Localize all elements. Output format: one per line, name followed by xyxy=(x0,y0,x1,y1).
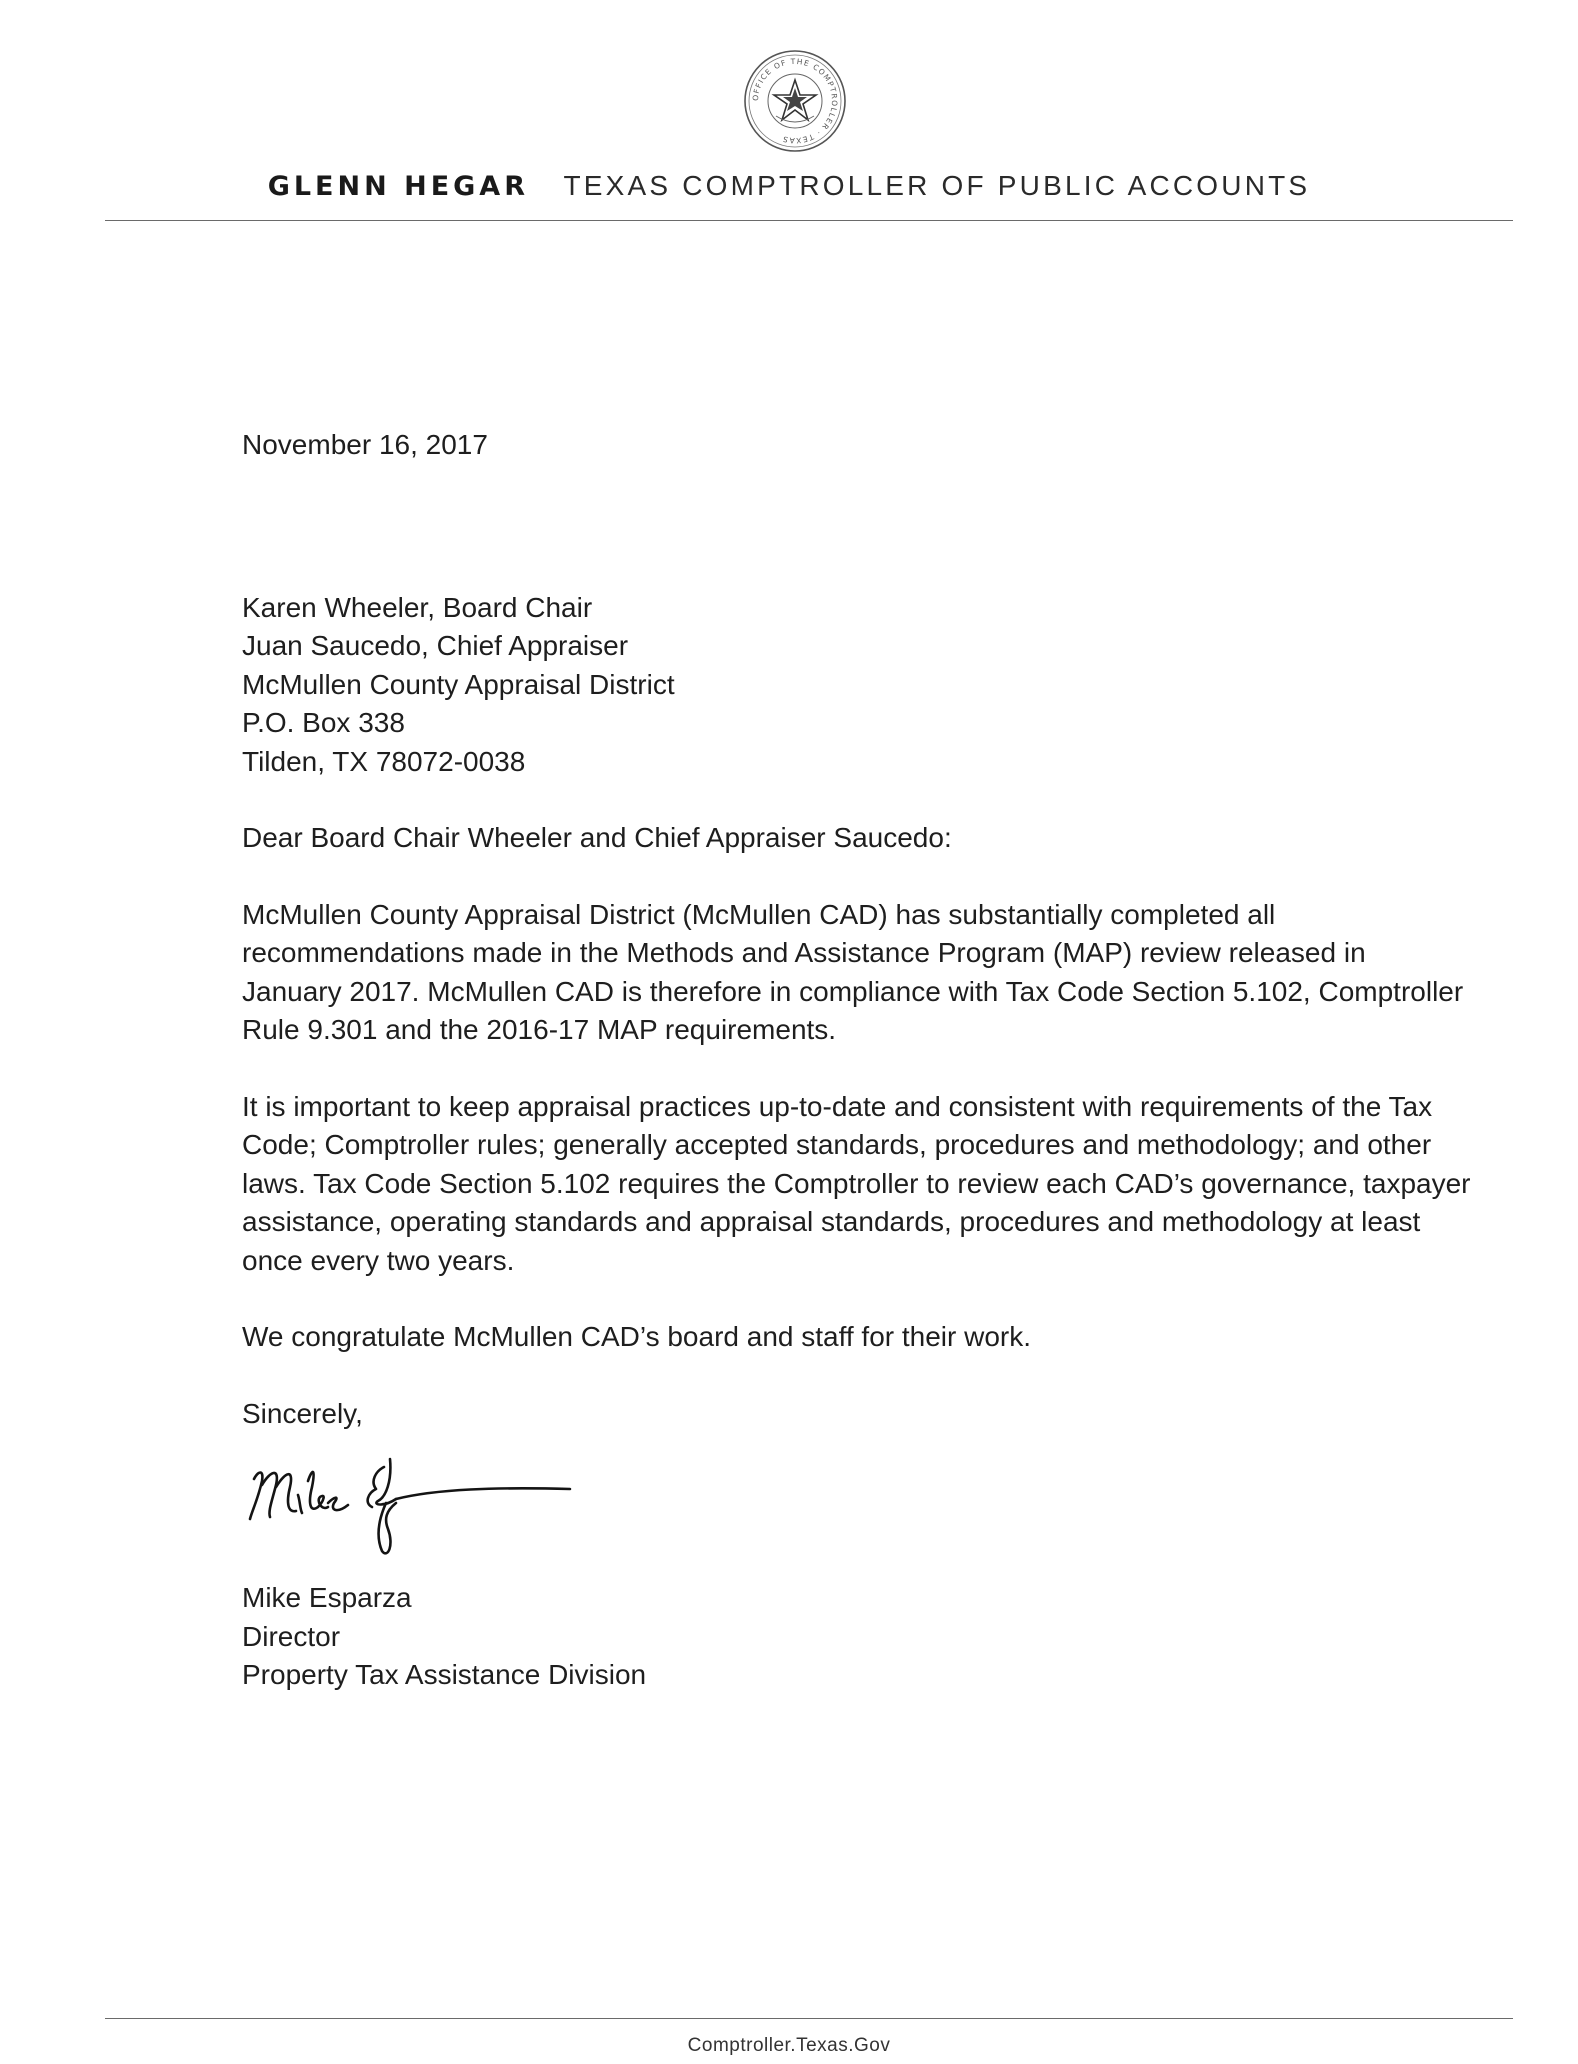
footer-website: Comptroller.Texas.Gov xyxy=(687,2035,891,2056)
svg-text:OFFICE OF THE COMPTROLLER · TE: OFFICE OF THE COMPTROLLER · TEXAS xyxy=(750,56,840,146)
address-line: McMullen County Appraisal District xyxy=(242,668,675,700)
signer-division: Property Tax Assistance Division xyxy=(242,1659,647,1690)
address-line: Juan Saucedo, Chief Appraiser xyxy=(242,630,629,661)
signer-title: Director xyxy=(242,1620,341,1652)
paragraph-congratulations: We congratulate McMullen CAD’s board and staff for their work. xyxy=(242,1321,1032,1352)
address-line: Tilden, TX 78072-0038 xyxy=(242,745,526,777)
letter-date: November 16, 2017 xyxy=(242,429,488,460)
signer-block xyxy=(242,1579,1472,1695)
signature-image xyxy=(236,1441,596,1579)
footer-divider xyxy=(105,2018,1513,2019)
salutation: Dear Board Chair Wheeler and Chief Appraiser Saucedo: xyxy=(242,822,952,853)
letterhead-office: TEXAS COMPTROLLER OF PUBLIC ACCOUNTS xyxy=(563,170,1311,201)
recipient-address xyxy=(242,589,1472,782)
paragraph-requirements: It is important to keep appraisal practices up-to-date and consistent with requirements of the Tax Code; Comptroller rules; generally accepted standards, procedures and methodology; and other laws. Tax Code Section 5.102 requires the Comptroller to review each CAD’s governance, taxpayer assistance, operating standards and appraisal standards, procedures and methodology at least once every two years. xyxy=(242,1090,1471,1276)
signer-name: Mike Esparza xyxy=(242,1582,412,1613)
letterhead xyxy=(0,170,1578,202)
comptroller-seal-icon xyxy=(740,46,850,156)
paragraph-compliance: McMullen County Appraisal District (McMullen CAD) has substantially completed all recommendations made in the Methods and Assistance Program (MAP) review released in January 2017. McMullen CAD is therefore in compliance with Tax Code Section 5.102, Comptroller Rule 9.301 and the 2016-17 MAP requirements. xyxy=(242,898,1464,1045)
address-line: Karen Wheeler, Board Chair xyxy=(242,591,593,623)
letter-body xyxy=(242,426,1472,1695)
letterhead-name: GLENN HEGAR xyxy=(267,171,529,202)
letterhead-divider xyxy=(105,220,1513,221)
closing: Sincerely, xyxy=(242,1397,363,1429)
address-line: P.O. Box 338 xyxy=(242,707,405,738)
